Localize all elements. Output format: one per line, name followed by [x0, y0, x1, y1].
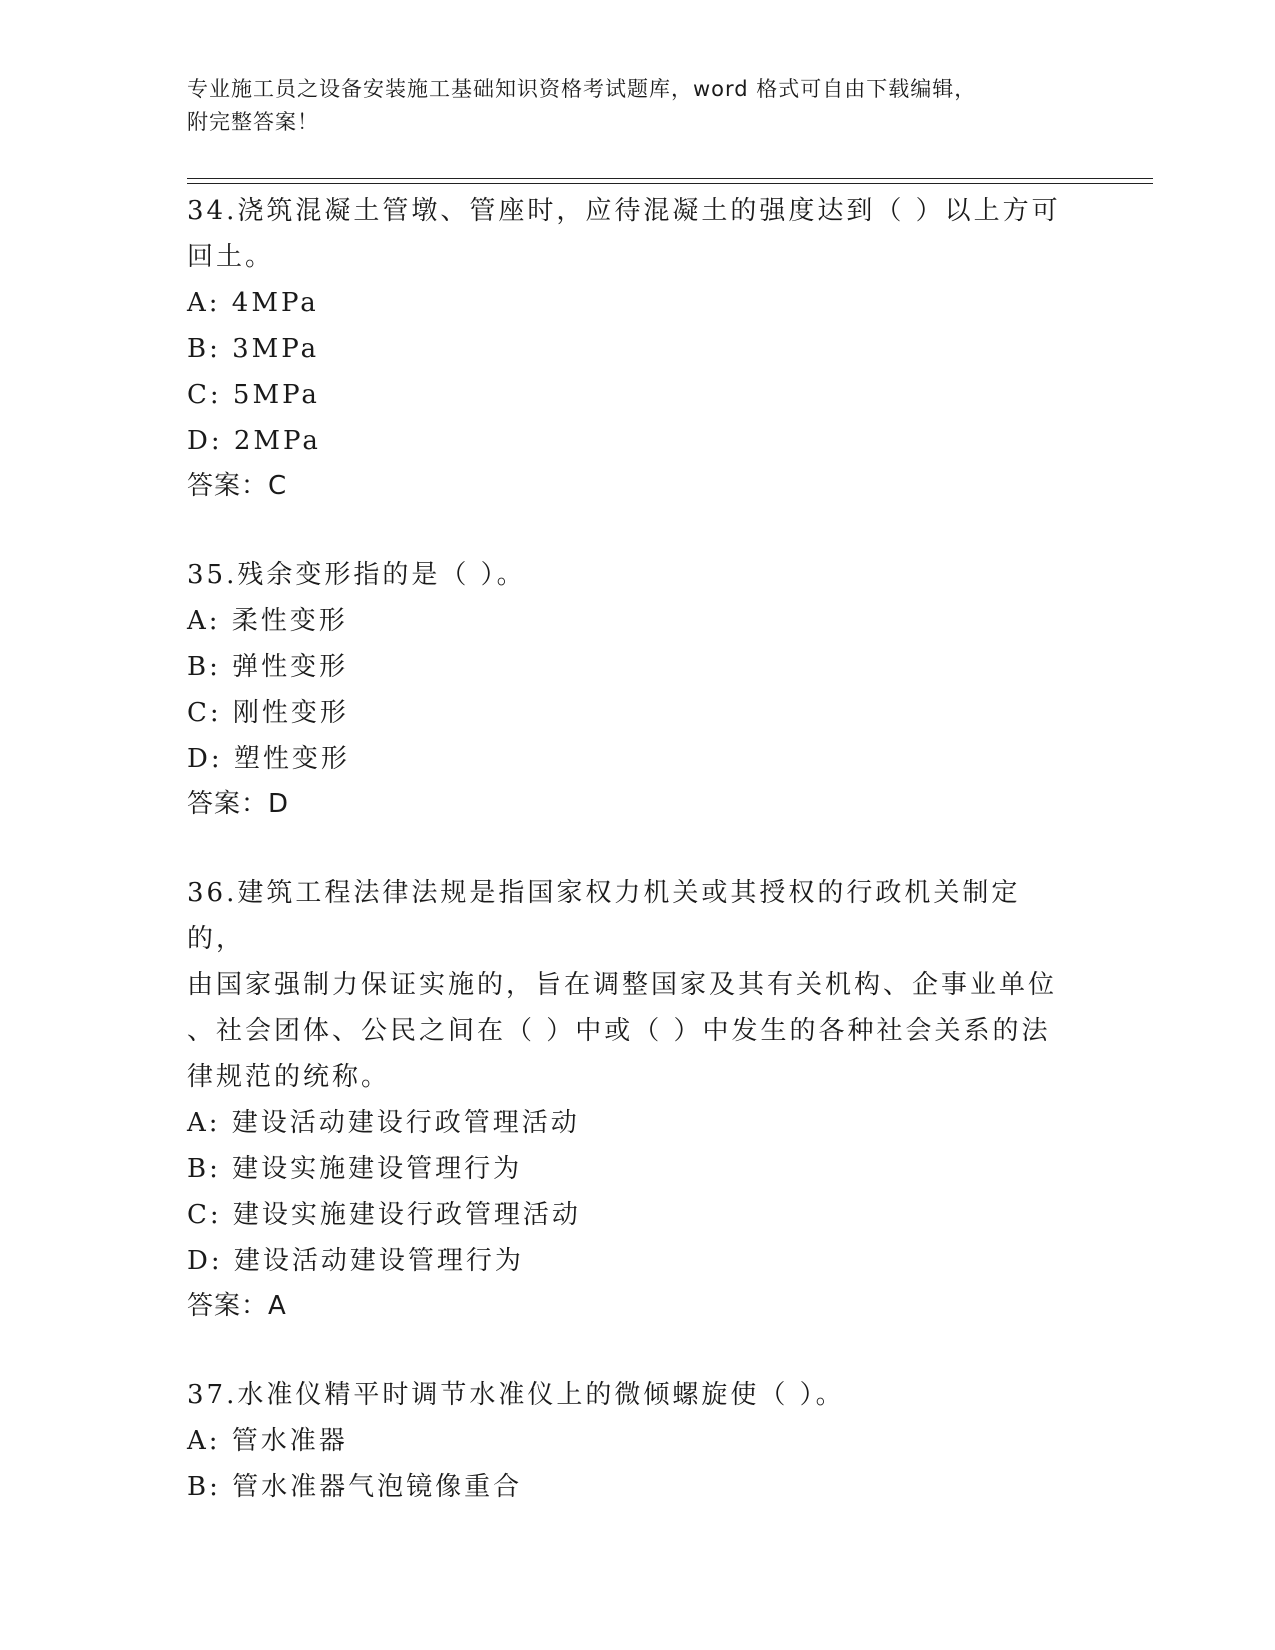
question-stem — [187, 552, 1067, 598]
header-line-1: 专业施工员之设备安装施工基础知识资格考试题库，word 格式可自由下载编辑， — [187, 77, 977, 101]
stem-line: 35.残余变形指的是（ ）。 — [187, 560, 526, 590]
option-b: B: 建设实施建设管理行为 — [187, 1154, 523, 1184]
answer-line: 答案：C — [187, 471, 288, 501]
option-a: A: 建设活动建设行政管理活动 — [187, 1108, 580, 1138]
option-d: D: 2MPa — [187, 426, 321, 456]
question-36 — [187, 870, 1067, 1328]
option-a: A: 4MPa — [187, 288, 319, 318]
stem-line: 回土。 — [187, 242, 275, 272]
question-stem — [187, 188, 1067, 280]
answer-line: 答案：A — [187, 1291, 287, 1321]
stem-line: 36.建筑工程法律法规是指国家权力机关或其授权的行政机关制定的， — [187, 878, 1021, 954]
option-b: B: 弹性变形 — [187, 652, 349, 682]
option-a: A: 管水准器 — [187, 1426, 348, 1456]
stem-line: 律规范的统称。 — [187, 1062, 391, 1092]
option-a: A: 柔性变形 — [187, 606, 348, 636]
option-b: B: 管水准器气泡镜像重合 — [187, 1472, 523, 1502]
question-35 — [187, 552, 1067, 826]
stem-line: 34.浇筑混凝土管墩、管座时，应待混凝土的强度达到（ ）以上方可 — [187, 196, 1061, 226]
option-d: D: 建设活动建设管理行为 — [187, 1246, 524, 1276]
option-c: C: 5MPa — [187, 380, 320, 410]
answer-line: 答案：D — [187, 789, 290, 819]
option-b: B: 3MPa — [187, 334, 320, 364]
header-divider-bottom — [187, 183, 1153, 184]
stem-line: 由国家强制力保证实施的，旨在调整国家及其有关机构、企事业单位 — [187, 970, 1058, 1000]
document-header — [187, 73, 1087, 139]
header-line-2: 附完整答案！ — [187, 110, 319, 134]
stem-line: 、社会团体、公民之间在（ ）中或（ ）中发生的各种社会关系的法 — [187, 1016, 1051, 1046]
option-c: C: 刚性变形 — [187, 698, 349, 728]
stem-line: 37.水准仪精平时调节水准仪上的微倾螺旋使（ ）。 — [187, 1380, 845, 1410]
question-34 — [187, 188, 1067, 508]
option-d: D: 塑性变形 — [187, 744, 350, 774]
header-divider-top — [187, 178, 1153, 179]
question-37 — [187, 1372, 1067, 1510]
option-c: C: 建设实施建设行政管理活动 — [187, 1200, 581, 1230]
question-list — [187, 188, 1067, 1554]
question-stem — [187, 870, 1067, 1100]
question-stem — [187, 1372, 1067, 1418]
